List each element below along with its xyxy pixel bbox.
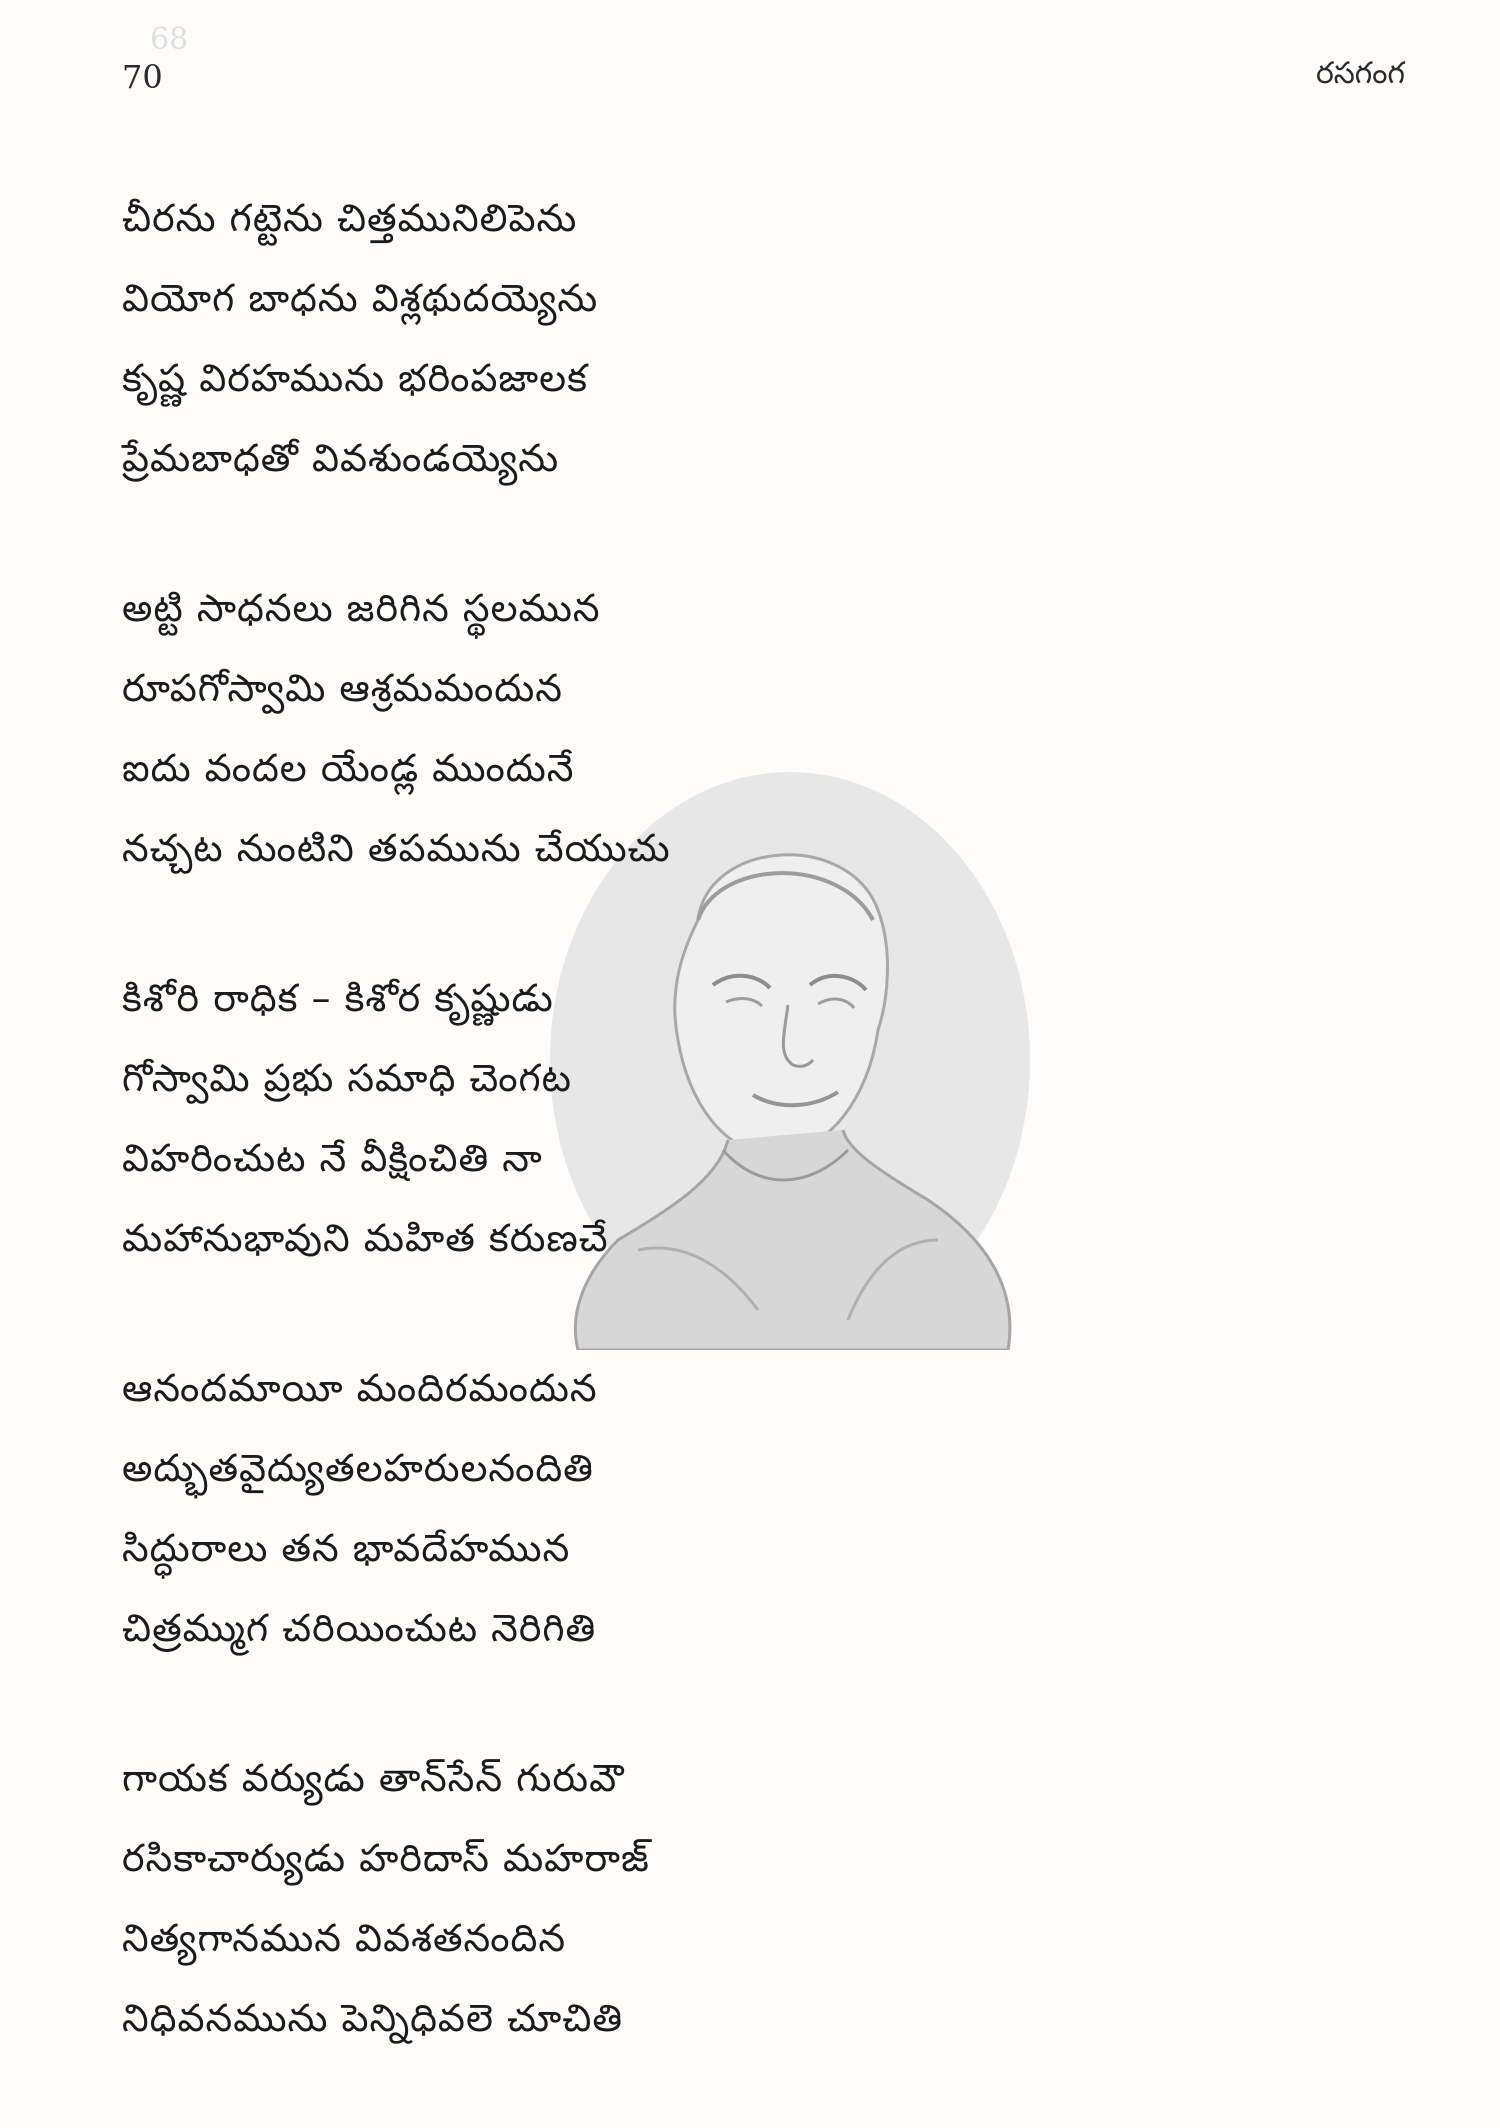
poem-line: మహానుభావుని మహిత కరుణచే bbox=[122, 1216, 609, 1260]
poem-line: ఆనందమాయీ మందిరమందున bbox=[122, 1366, 598, 1410]
poem-line: సిద్ధురాలు తన భావదేహమున bbox=[122, 1526, 571, 1570]
poem-line: ఐదు వందల యేండ్ల ముందునే bbox=[122, 746, 575, 790]
poem-line: చిత్రమ్ముగ చరియించుట నెరిగితి bbox=[122, 1606, 597, 1650]
poem-line: కిశోరి రాధిక – కిశోర కృష్ణుడు bbox=[122, 976, 554, 1020]
poem-line: గోస్వామి ప్రభు సమాధి చెంగట bbox=[122, 1056, 572, 1100]
stanza-2 bbox=[122, 568, 1222, 888]
poem-line: రసికాచార్యుడు హరిదాస్ మహరాజ్ bbox=[122, 1836, 650, 1880]
poem bbox=[122, 178, 1222, 2128]
poem-line: విహరించుట నే వీక్షించితి నా bbox=[122, 1136, 543, 1180]
stanza-3 bbox=[122, 958, 1222, 1278]
poem-line: ప్రేమబాధతో వివశుండయ్యెను bbox=[122, 436, 560, 480]
poem-line: చీరను గట్టెను చిత్తమునిలిపెను bbox=[122, 196, 578, 240]
running-head: రసగంగ bbox=[1315, 56, 1405, 91]
poem-line: అట్టి సాధనలు జరిగిన స్థలమున bbox=[122, 586, 601, 630]
stanza-1 bbox=[122, 178, 1222, 498]
poem-line: గాయక వర్యుడు తాన్‌సేన్ గురువౌ bbox=[122, 1756, 625, 1800]
poem-line: వియోగ బాధను విశ్లథుదయ్యెను bbox=[122, 276, 599, 320]
stanza-5 bbox=[122, 1738, 1222, 2058]
poem-line: కృష్ణ విరహమును భరింపజాలక bbox=[122, 356, 588, 400]
poem-line: రూపగోస్వామి ఆశ్రమమందున bbox=[122, 666, 563, 710]
poem-line: నిధివనమును పెన్నిధివలె చూచితి bbox=[122, 1996, 624, 2040]
poem-line: నిత్యగానమున వివశతనందిన bbox=[122, 1916, 567, 1960]
page-number: 70 bbox=[122, 58, 163, 96]
stanza-4 bbox=[122, 1348, 1222, 1668]
poem-line: నచ్చట నుంటిని తపమును చేయుచు bbox=[122, 826, 671, 870]
ghost-page-number: 68 bbox=[150, 22, 189, 57]
poem-line: అద్భుతవైద్యుతలహరులనందితి bbox=[122, 1446, 594, 1490]
